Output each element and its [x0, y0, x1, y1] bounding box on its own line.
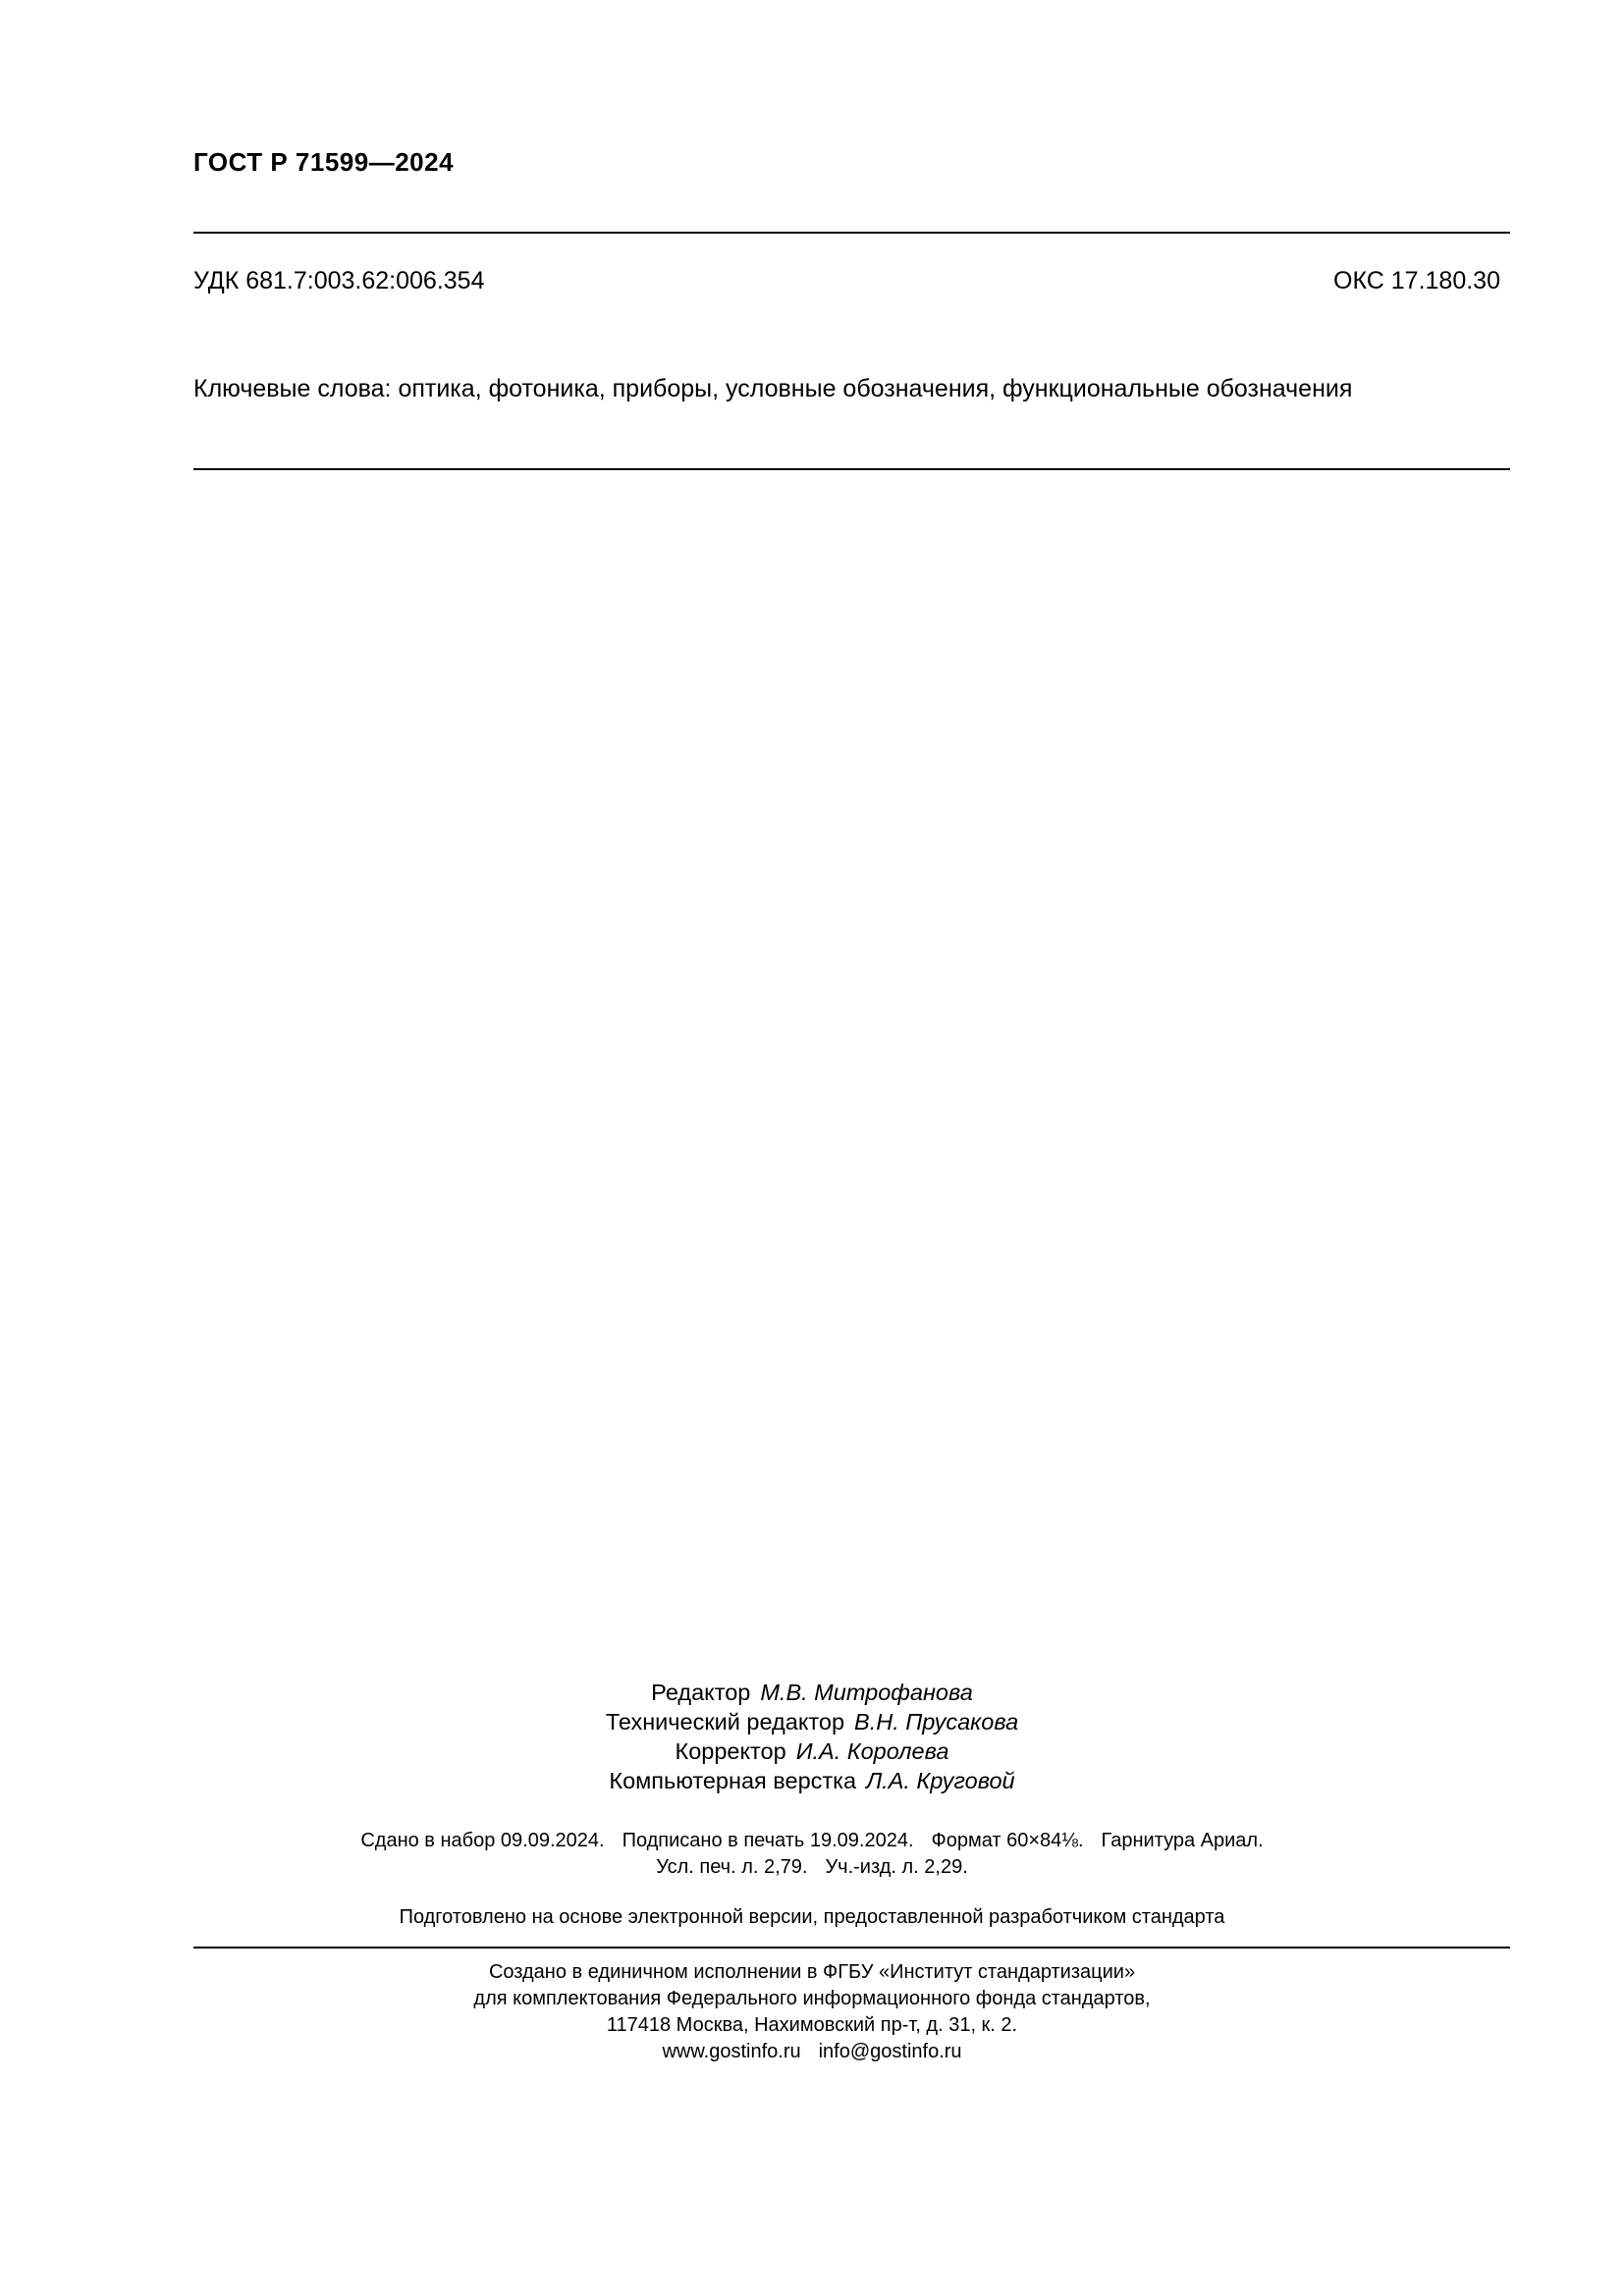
- credit-person: И.А. Королева: [795, 1738, 949, 1764]
- keywords: Ключевые слова: оптика, фотоника, приборы, условные обозначения, функциональные обозначения: [193, 375, 1353, 402]
- imprint-typeface: Гарнитура Ариал.: [1101, 1830, 1264, 1851]
- credit-role: Корректор: [675, 1738, 786, 1764]
- credit-role: Компьютерная верстка: [609, 1768, 857, 1793]
- publisher-address: 117418 Москва, Нахимовский пр-т, д. 31, к. 2.: [606, 2014, 1018, 2036]
- udc-code: УДК 681.7:003.62:006.354: [193, 267, 485, 294]
- credit-person: В.Н. Прусакова: [854, 1709, 1019, 1735]
- document-code: ГОСТ Р 71599—2024: [193, 147, 455, 177]
- imprint-edition-sheets: Уч.-изд. л. 2,29.: [825, 1856, 968, 1878]
- publisher-line-1: Создано в единичном исполнении в ФГБУ «Институт стандартизации»: [488, 1961, 1136, 1983]
- credit-person: М.В. Митрофанова: [760, 1680, 973, 1705]
- ics-code: ОКС 17.180.30: [1333, 267, 1500, 294]
- credit-role: Редактор: [651, 1680, 751, 1705]
- imprint-block: [0, 1828, 1624, 1881]
- bottom-divider: [193, 1947, 1510, 1949]
- publisher-contacts: [0, 2039, 1624, 2065]
- publisher-line-2: для комплектования Федерального информационного фонда стандартов,: [473, 1988, 1151, 2009]
- imprint-format: Формат 60×84⅛.: [931, 1830, 1084, 1851]
- website-link[interactable]: www.gostinfo.ru: [662, 2041, 801, 2062]
- imprint-signed: Подписано в печать 19.09.2024.: [622, 1830, 914, 1851]
- imprint-line-2: [0, 1854, 1624, 1881]
- keywords-divider: [193, 468, 1510, 470]
- credit-person: Л.А. Круговой: [866, 1768, 1015, 1793]
- credits-block: [0, 1678, 1624, 1795]
- credit-editor: [0, 1678, 1624, 1707]
- imprint-line-1: [0, 1828, 1624, 1854]
- credit-role: Технический редактор: [605, 1709, 845, 1735]
- imprint-submitted: Сдано в набор 09.09.2024.: [360, 1830, 605, 1851]
- top-divider: [193, 232, 1510, 234]
- credit-proofreader: [0, 1736, 1624, 1766]
- imprint-print-sheets: Усл. печ. л. 2,79.: [656, 1856, 808, 1878]
- credit-layout: [0, 1766, 1624, 1795]
- credit-technical-editor: [0, 1707, 1624, 1736]
- email-link[interactable]: info@gostinfo.ru: [818, 2041, 962, 2062]
- prepared-note: Подготовлено на основе электронной версии, предоставленной разработчиком стандарта: [399, 1906, 1225, 1928]
- publisher-block: [0, 1959, 1624, 2065]
